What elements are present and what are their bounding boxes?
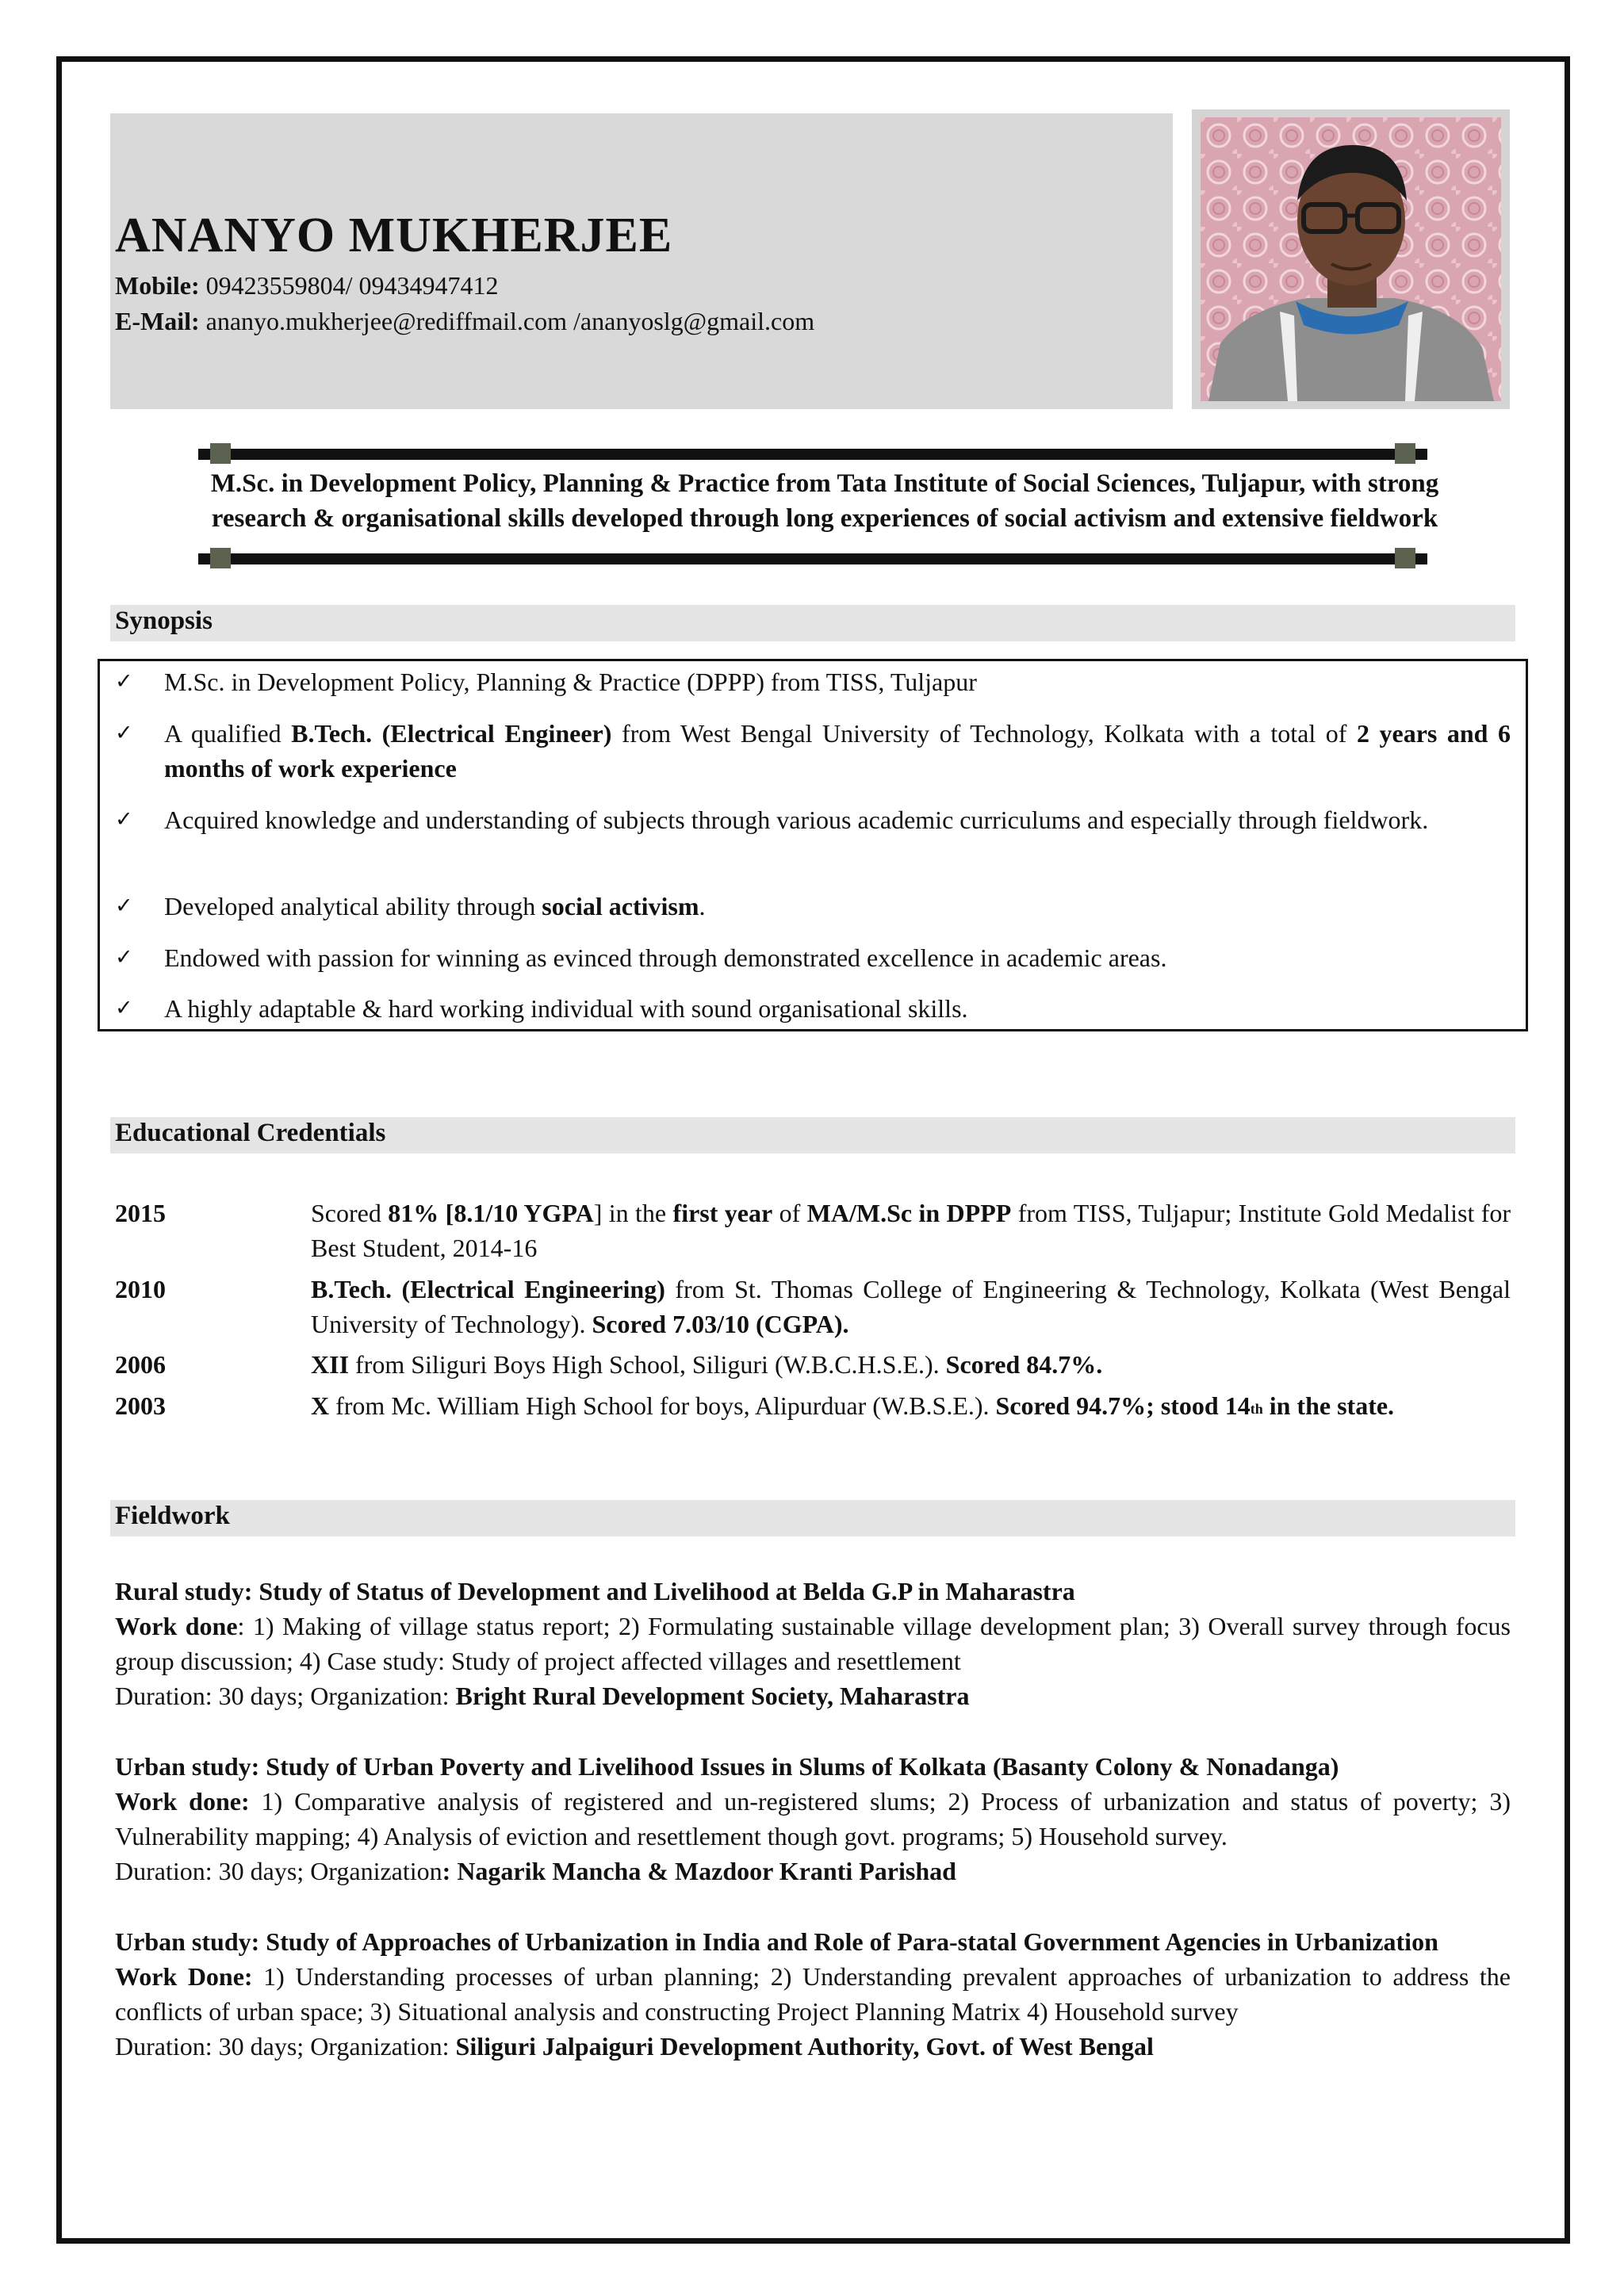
mobile-label: Mobile: — [115, 271, 200, 300]
synopsis-box — [98, 659, 1528, 1031]
fieldwork-header-bar — [110, 1500, 1515, 1536]
email-line — [115, 307, 814, 336]
tagline-line-2: research & organisational skills developed through long experiences of social activism and extensive fieldwork — [211, 504, 1438, 533]
education-row: 2003 X from Mc. William High School for boys, Alipurduar (W.B.S.E.). Scored 94.7%; stood 14th in the state. — [115, 1388, 1511, 1423]
fieldwork-item-title: Rural study: Study of Status of Development and Livelihood at Belda G.P in Maharastra — [115, 1577, 1075, 1605]
fieldwork-item: Rural study: Study of Status of Development and Livelihood at Belda G.P in Maharastra Work done: 1) Making of village status report; 2) Formulating sustainable village development plan; 3) Overall survey through focus group discussion; 4) Case study: Study of project affected villages and resettlement Duration: 30 days; Organization: Bright Rural Development Society, Maharastra — [115, 1574, 1511, 1713]
fieldwork-item: Urban study: Study of Urban Poverty and Livelihood Issues in Slums of Kolkata (Basanty Colony & Nonadanga) Work done: 1) Comparative analysis of registered and un-registered slums; 2) Process of urbanization and status of poverty; 3) Vulnerability mapping; 4) Analysis of eviction and resettlement though govt. programs; 5) Household survey. Duration: 30 days; Organization: Nagarik Mancha & Mazdoor Kranti Parishad — [115, 1749, 1511, 1888]
checkmark-icon: ✓ — [115, 807, 133, 832]
checkmark-icon: ✓ — [115, 894, 133, 918]
checkmark-icon: ✓ — [115, 996, 133, 1020]
tagline-line-1: M.Sc. in Development Policy, Planning & Practice from Tata Institute of Social Sciences, Tuljapur, with strong — [210, 469, 1439, 498]
bottom-divider — [198, 553, 1427, 564]
synopsis-item: ✓ Developed analytical ability through social activism. — [115, 889, 1511, 924]
synopsis-item: ✓ Endowed with passion for winning as evinced through demonstrated excellence in academic areas. — [115, 940, 1511, 975]
synopsis-item: ✓ A highly adaptable & hard working individual with sound organisational skills. — [115, 991, 1511, 1026]
fieldwork-item: Urban study: Study of Approaches of Urbanization in India and Role of Para-statal Government Agencies in Urbanization Work Done: 1) Understanding processes of urban planning; 2) Understanding prevalent approaches of urbanization to address the conflicts of urban space; 3) Situational analysis and constructing Project Planning Matrix 4) Household survey Duration: 30 days; Organization: Siliguri Jalpaiguri Development Authority, Govt. of West Bengal — [115, 1924, 1511, 2064]
fieldwork-item-title: Urban study: Study of Urban Poverty and Livelihood Issues in Slums of Kolkata (Basanty Colony & Nonadanga) — [115, 1752, 1339, 1781]
education-year: 2003 — [115, 1391, 166, 1420]
candidate-name: ANANYO MUKHERJEE — [115, 209, 673, 262]
synopsis-item: ✓ M.Sc. in Development Policy, Planning & Practice (DPPP) from TISS, Tuljapur — [115, 664, 1511, 699]
checkmark-icon: ✓ — [115, 945, 133, 970]
mobile-value: 09423559804/ 09434947412 — [199, 271, 499, 300]
education-title: Educational Credentials — [115, 1119, 386, 1147]
synopsis-header-bar — [110, 605, 1515, 641]
education-row: 2010 B.Tech. (Electrical Engineering) from St. Thomas College of Engineering & Technology, Kolkata (West Bengal University of Technology). Scored 7.03/10 (CGPA). — [115, 1272, 1511, 1341]
checkmark-icon: ✓ — [115, 721, 133, 745]
fieldwork-item-title: Urban study: Study of Approaches of Urbanization in India and Role of Para-statal Government Agencies in Urbanization — [115, 1927, 1438, 1956]
checkmark-icon: ✓ — [115, 669, 133, 694]
education-row: 2015 Scored 81% [8.1/10 YGPA] in the first year of MA/M.Sc in DPPP from TISS, Tuljapur; Institute Gold Medalist for Best Student, 2014-16 — [115, 1196, 1511, 1265]
synopsis-title: Synopsis — [115, 607, 213, 635]
education-year: 2015 — [115, 1199, 166, 1227]
fieldwork-title: Fieldwork — [115, 1502, 230, 1530]
top-divider — [198, 449, 1427, 460]
synopsis-item: ✓ A qualified B.Tech. (Electrical Engineer) from West Bengal University of Technology, Kolkata with a total of 2 years and 6 months of work experience — [115, 716, 1511, 786]
email-value: ananyo.mukherjee@rediffmail.com /ananyoslg@gmail.com — [199, 307, 815, 335]
education-year: 2010 — [115, 1275, 166, 1303]
mobile-line — [115, 271, 499, 300]
education-year: 2006 — [115, 1350, 166, 1379]
education-row: 2006 XII from Siliguri Boys High School, Siliguri (W.B.C.H.S.E.). Scored 84.7%. — [115, 1347, 1511, 1382]
email-label: E-Mail: — [115, 307, 200, 335]
profile-photo — [1201, 117, 1501, 401]
profile-tagline — [127, 466, 1522, 536]
synopsis-item: ✓ Acquired knowledge and understanding of subjects through various academic curriculums and especially through fieldwork. — [115, 802, 1511, 837]
